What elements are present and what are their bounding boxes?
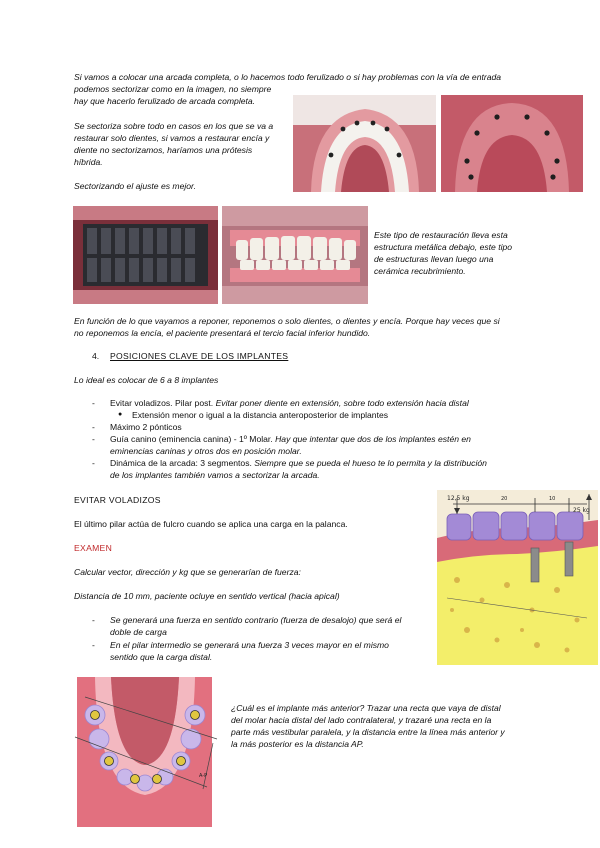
intro-line-3: hay que hacerlo ferulizado de arcada completa. xyxy=(74,96,256,106)
ceramic-teeth-photo xyxy=(222,206,368,304)
calcular-text: Calcular vector, dirección y kg que se generarían de fuerza: xyxy=(74,567,301,577)
fuerza-2-line-1: En el pilar intermedio se generará una fuerza 3 veces mayor en el mismo xyxy=(110,640,389,650)
implant-arch-photo-1 xyxy=(293,95,436,192)
sectoriza-line-3: diente no sectorizamos, haríamos una prótesis xyxy=(74,145,253,155)
sub-bullet: ● xyxy=(118,411,123,418)
ap-line-2: del molar hacia distal del lado contralateral, y trazaré una recta en la xyxy=(231,715,492,725)
list-dash: - xyxy=(92,398,95,408)
fuerza-1-line-1: Se generará una fuerza en sentido contrario (fuerza de desalojo) que será el xyxy=(110,615,402,625)
load-label-1: 12,5 kg xyxy=(447,495,470,502)
list-dash: - xyxy=(92,615,95,625)
list-sub-item-1: Extensión menor o igual a la distancia anteroposterior de implantes xyxy=(132,410,389,420)
cantilever-diagram xyxy=(437,490,598,665)
implant-arch-photo-2 xyxy=(441,95,583,192)
ap-distance-arch-diagram xyxy=(67,677,222,827)
list-dash: - xyxy=(92,640,95,650)
restauracion-line-4: cerámica recubrimiento. xyxy=(374,266,466,276)
intro-line-2: podemos sectorizar como en la imagen, no siempre xyxy=(74,84,272,94)
sectoriza-line-4: híbrida. xyxy=(74,157,103,167)
section-title: POSICIONES CLAVE DE LOS IMPLANTES xyxy=(110,351,289,361)
funcion-line-1: En función de lo que vayamos a reponer, reponemos o solo dientes, o dientes y encía. Porque hay veces que si xyxy=(74,316,500,326)
sectoriza-line-1: Se sectoriza sobre todo en casos en los que se va a xyxy=(74,121,274,131)
list-dash: - xyxy=(92,458,95,468)
examen-heading: EXAMEN xyxy=(74,543,113,553)
ap-line-4: la más posterior es la distancia AP. xyxy=(231,739,364,749)
ap-line-1: ¿Cuál es el implante más anterior? Trazar una recta que vaya de distal xyxy=(231,703,501,713)
list-dash: - xyxy=(92,434,95,444)
ultimo-text: El último pilar actúa de fulcro cuando se aplica una carga en la palanca. xyxy=(74,519,348,529)
metal-framework-photo xyxy=(73,206,218,304)
restauracion-line-2: estructura metálica debajo, este tipo xyxy=(374,242,513,252)
list-item-3: Guía canino (eminencia canina) - 1º Molar. Hay que intentar que dos de los implantes estén en xyxy=(110,434,471,444)
list-item-2: Máximo 2 pónticos xyxy=(110,422,182,432)
list-item-4: Dinámica de la arcada: 3 segmentos. Siempre que se pueda el hueso te lo permita y la distribución xyxy=(110,458,487,468)
funcion-line-2: no reponemos la encía, el paciente presentará el tercio facial inferior hundido. xyxy=(74,328,371,338)
evitar-heading: EVITAR VOLADIZOS xyxy=(74,495,161,505)
ap-label: A-P xyxy=(199,773,208,779)
restauracion-line-1: Este tipo de restauración lleva esta xyxy=(374,230,508,240)
sectoriza-line-2: restaurar solo dientes, si vamos a restaurar encía y xyxy=(74,133,270,143)
ideal-text: Lo ideal es colocar de 6 a 8 implantes xyxy=(74,375,219,385)
list-item-1: Evitar voladizos. Pilar post. Evitar poner diente en extensión, sobre todo extensión hacia distal xyxy=(110,398,469,408)
ap-line-3: parte más vestibular paralela, y la distancia entre la línea más anterior y xyxy=(231,727,505,737)
fuerza-2-line-2: sentido que la carga distal. xyxy=(110,652,213,662)
restauracion-line-3: de estructuras llevan luego una xyxy=(374,254,494,264)
distance-label-20: 20 xyxy=(501,496,508,502)
list-item-4-line-2: de los implantes también vamos a sectorizar la arcada. xyxy=(110,470,320,480)
section-number: 4. xyxy=(92,351,100,361)
distancia-text: Distancia de 10 mm, paciente ocluye en sentido vertical (hacia apical) xyxy=(74,591,340,601)
distance-label-10: 10 xyxy=(549,496,556,502)
list-dash: - xyxy=(92,422,95,432)
ajuste-text: Sectorizando el ajuste es mejor. xyxy=(74,181,196,191)
load-label-2: 25 kg xyxy=(573,507,590,514)
list-item-3-line-2: eminencias caninas y otros dos en posición molar. xyxy=(110,446,302,456)
intro-line-1: Si vamos a colocar una arcada completa, o lo hacemos todo ferulizado o si hay problemas con la vía de entrada xyxy=(74,72,502,82)
fuerza-1-line-2: doble de carga xyxy=(110,627,167,637)
